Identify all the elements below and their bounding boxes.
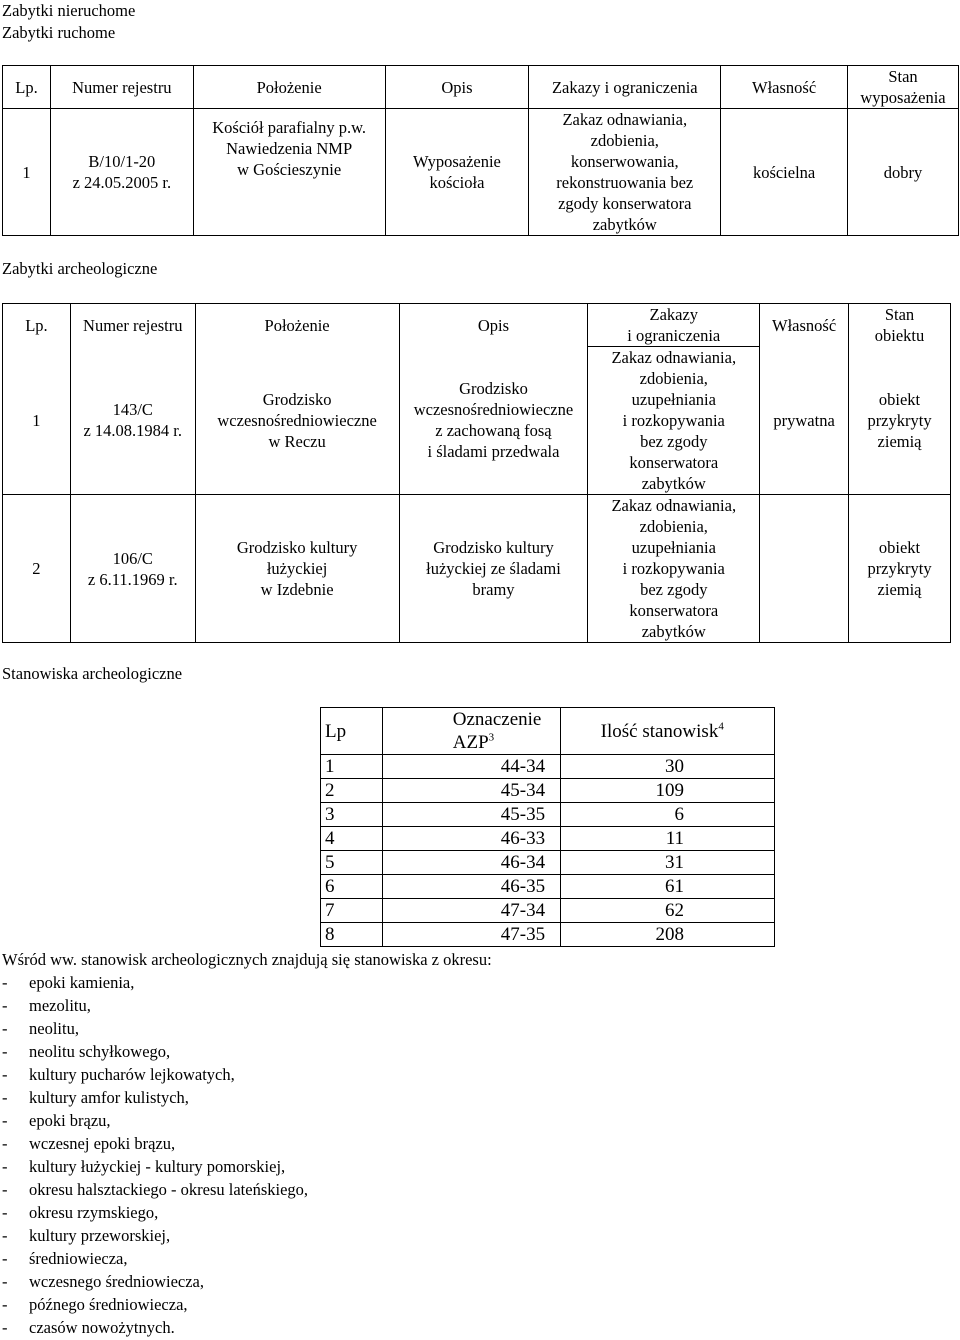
header-polozenie: Położenie [195,304,399,347]
header-lp: Lp [321,708,383,755]
list-item [2,1063,492,1086]
list-item [2,1293,492,1316]
cell-lp: 5 [321,851,383,875]
cell-stan: obiekt przykryty ziemią [849,347,951,495]
cell-oznaczenie: 46-33 [382,827,560,851]
list-dash: - [2,1088,8,1107]
list-dash: - [2,1203,8,1222]
list-item-text: mezolitu, [29,996,91,1015]
table-row [321,923,775,947]
cell-zakazy: Zakaz odnawiania, zdobienia, uzupełniania i rozkopywania bez zgody konserwatora zabytków [588,495,760,643]
list-item [2,1201,492,1224]
list-item-text: wczesnej epoki brązu, [29,1134,176,1153]
header-opis: Opis [399,304,588,347]
list-dash: - [2,1272,8,1291]
cell-stan: dobry [848,109,959,236]
cell-ilosc: 61 [560,875,774,899]
list-item-text: neolitu, [29,1019,79,1038]
heading-stanowiska-archeologiczne: Stanowiska archeologiczne [2,664,183,683]
periods-intro: Wśród ww. stanowisk archeologicznych znajdują się stanowiska z okresu: [2,950,492,969]
table-row [321,755,775,779]
list-item-text: kultury łużyckiej - kultury pomorskiej, [29,1157,286,1176]
list-item-text: średniowiecza, [29,1249,128,1268]
list-item [2,971,492,994]
list-item [2,1155,492,1178]
list-item [2,1224,492,1247]
cell-ilosc: 109 [560,779,774,803]
cell-wlasnosc: prywatna [760,347,849,495]
list-item [2,1086,492,1109]
list-item [2,994,492,1017]
archeo-table [2,303,951,643]
list-item [2,1178,492,1201]
list-dash: - [2,1318,8,1337]
table-row [321,827,775,851]
cell-lp: 2 [321,779,383,803]
header-opis: Opis [385,66,529,109]
list-dash: - [2,973,8,992]
cell-zakazy: Zakaz odnawiania, zdobienia, uzupełniania i rozkopywania bez zgody konserwatora zabytków [588,347,760,495]
cell-lp: 1 [3,347,71,495]
list-dash: - [2,1065,8,1084]
header-stan: Stan obiektu [849,304,951,347]
header-wlasnosc: Własność [721,66,848,109]
cell-lp: 6 [321,875,383,899]
heading-zabytki-ruchome: Zabytki ruchome [2,23,116,42]
archeo-header-row [3,304,951,347]
header-polozenie: Położenie [193,66,385,109]
header-wlasnosc: Własność [760,304,849,347]
cell-wlasnosc [760,495,849,643]
list-item-text: okresu rzymskiego, [29,1203,159,1222]
list-dash: - [2,1249,8,1268]
table-row [3,495,951,643]
header-ilosc-stanowisk [560,708,774,755]
footnote-4: 4 [718,720,724,733]
list-item [2,1270,492,1293]
cell-opis: Grodzisko kultury łużyckiej ze śladami bramy [399,495,588,643]
list-item-text: kultury pucharów lejkowatych, [29,1065,235,1084]
cell-polozenie: Kościół parafialny p.w. Nawiedzenia NMP w Gościeszynie [193,109,385,236]
cell-wlasnosc: kościelna [721,109,848,236]
cell-zakazy: Zakaz odnawiania, zdobienia, konserwowania, rekonstruowania bez zgody konserwatora zabytków [529,109,721,236]
cell-ilosc: 30 [560,755,774,779]
list-item-text: kultury przeworskiej, [29,1226,171,1245]
list-item-text: wczesnego średniowiecza, [29,1272,204,1291]
header-lp: Lp. [3,304,71,347]
ruchome-table [2,65,959,236]
header-stan: Stan wyposażenia [848,66,959,109]
periods-section [2,948,492,1339]
cell-ilosc: 11 [560,827,774,851]
cell-lp: 1 [3,109,51,236]
list-dash: - [2,996,8,1015]
ruchome-header-row [3,66,959,109]
list-item [2,1040,492,1063]
cell-lp: 7 [321,899,383,923]
list-dash: - [2,1042,8,1061]
list-item-text: późnego średniowiecza, [29,1295,188,1314]
list-dash: - [2,1111,8,1130]
cell-ilosc: 62 [560,899,774,923]
header-lp: Lp. [3,66,51,109]
list-item [2,1247,492,1270]
cell-ilosc: 31 [560,851,774,875]
list-item [2,1017,492,1040]
heading-zabytki-nieruchome: Zabytki nieruchome [2,1,136,20]
list-item [2,1132,492,1155]
cell-oznaczenie: 45-35 [382,803,560,827]
list-dash: - [2,1019,8,1038]
table-row [3,109,959,236]
cell-oznaczenie: 46-34 [382,851,560,875]
cell-oznaczenie: 46-35 [382,875,560,899]
cell-oznaczenie: 44-34 [382,755,560,779]
cell-opis: Wyposażenie kościoła [385,109,529,236]
heading-zabytki-archeologiczne: Zabytki archeologiczne [2,259,158,278]
cell-ilosc: 208 [560,923,774,947]
table-row [3,347,951,495]
cell-rejestr: 143/C z 14.08.1984 r. [70,347,195,495]
cell-lp: 8 [321,923,383,947]
header-numer-rejestru: Numer rejestru [50,66,193,109]
list-item-text: czasów nowożytnych. [29,1318,175,1337]
footnote-3: 3 [488,731,495,744]
list-item-text: epoki brązu, [29,1111,111,1130]
cell-polozenie: Grodzisko kultury łużyckiej w Izdebnie [195,495,399,643]
cell-lp: 2 [3,495,71,643]
list-item-text: neolitu schyłkowego, [29,1042,171,1061]
cell-rejestr: B/10/1-20 z 24.05.2005 r. [50,109,193,236]
cell-opis: Grodzisko wczesnośredniowieczne z zachowaną fosą i śladami przedwala [399,347,588,495]
table-row [321,803,775,827]
table-row [321,779,775,803]
header-oznaczenie-azp [382,708,560,755]
header-numer-rejestru: Numer rejestru [70,304,195,347]
list-dash: - [2,1180,8,1199]
cell-oznaczenie: 47-34 [382,899,560,923]
header-ilosc-text: Ilość stanowisk [600,720,719,742]
list-item-text: epoki kamienia, [29,973,135,992]
list-item [2,1316,492,1339]
header-oznaczenie-text: Oznaczenie AZP [452,709,542,753]
list-item-text: okresu halsztackiego - okresu lateńskiego, [29,1180,309,1199]
cell-oznaczenie: 45-34 [382,779,560,803]
header-zakazy: Zakazy i ograniczenia [529,66,721,109]
table-row [321,899,775,923]
cell-rejestr: 106/C z 6.11.1969 r. [70,495,195,643]
cell-stan: obiekt przykryty ziemią [849,495,951,643]
list-item [2,1109,492,1132]
header-zakazy: Zakazy i ograniczenia [588,304,760,347]
cell-lp: 1 [321,755,383,779]
list-item-text: kultury amfor kulistych, [29,1088,189,1107]
list-dash: - [2,1157,8,1176]
stanowiska-header-row [321,708,775,755]
table-row [321,875,775,899]
list-dash: - [2,1295,8,1314]
cell-ilosc: 6 [560,803,774,827]
cell-lp: 4 [321,827,383,851]
list-dash: - [2,1134,8,1153]
list-dash: - [2,1226,8,1245]
cell-oznaczenie: 47-35 [382,923,560,947]
table-row [321,851,775,875]
cell-lp: 3 [321,803,383,827]
stanowiska-table [320,707,775,947]
cell-polozenie: Grodzisko wczesnośredniowieczne w Reczu [195,347,399,495]
